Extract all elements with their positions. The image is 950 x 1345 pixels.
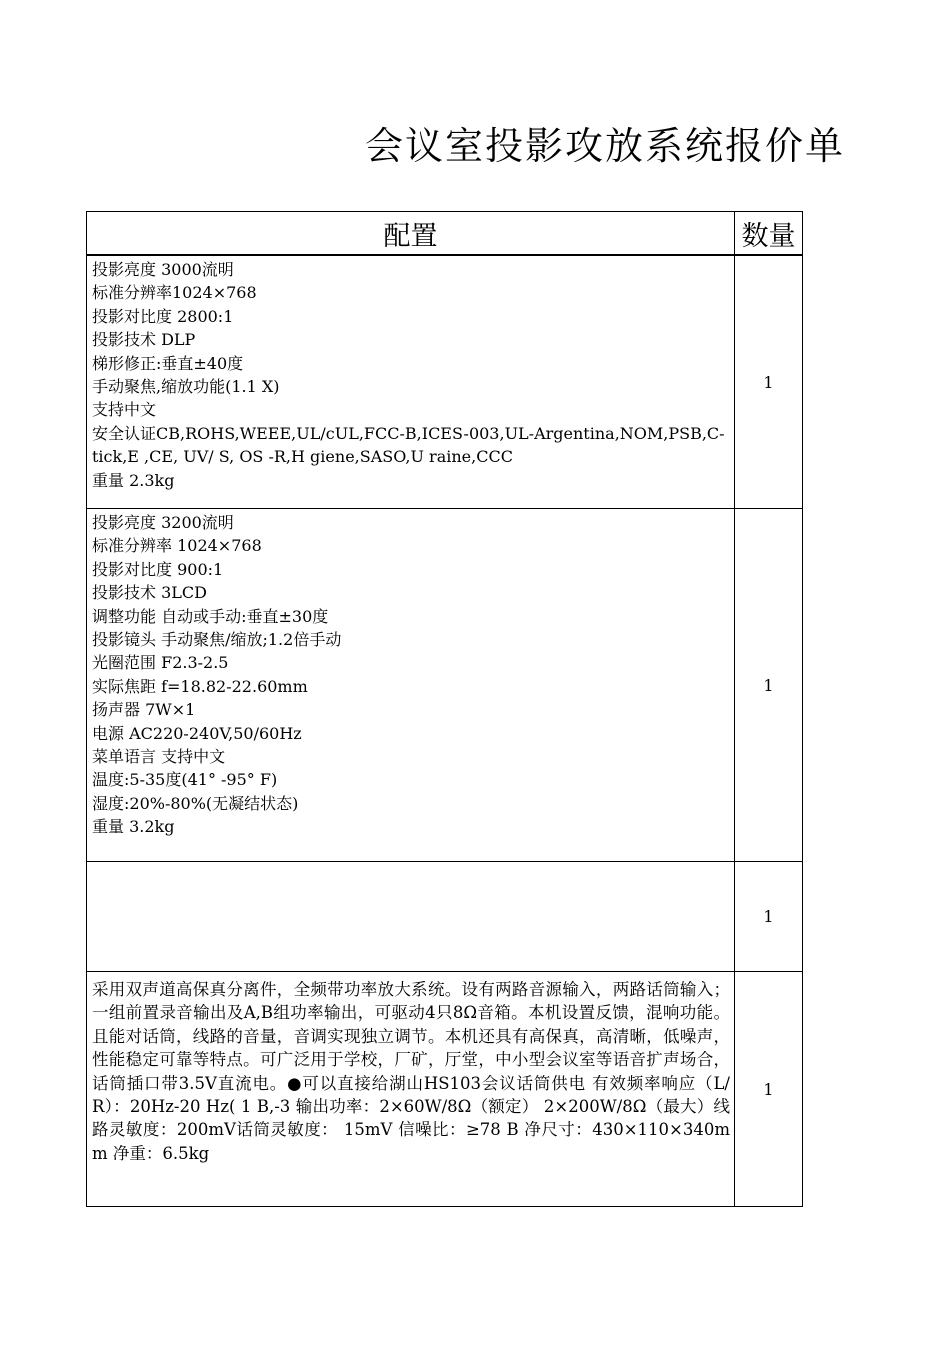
spec-line: 温度:5-35度(41° -95° F) (92, 770, 278, 790)
table-row (87, 862, 803, 972)
spec-line: tick,E ,CE, UV/ S, OS -R,H giene,SASO,U raine,CCC (92, 447, 513, 467)
spec-line: 投影技术 DLP (92, 330, 196, 350)
spec-line: 支持中文 (92, 400, 157, 420)
config-cell (87, 509, 735, 862)
table-row (87, 255, 803, 509)
spec-line: 电源 AC220-240V,50/60Hz (92, 723, 302, 743)
spec-line: 投影亮度 3200流明 (92, 513, 234, 532)
header-config: 配置 (87, 212, 735, 256)
quantity-cell: 1 (735, 255, 803, 509)
spec-line: 标准分辨率 1024×768 (92, 536, 262, 556)
spec-line: 投影亮度 3000流明 (92, 260, 234, 279)
config-cell-empty (87, 862, 735, 972)
quote-table (86, 211, 803, 1207)
header-quantity: 数量 (735, 212, 803, 256)
spec-line: 实际焦距 f=18.82-22.60mm (92, 676, 308, 696)
quantity-cell: 1 (735, 862, 803, 972)
spec-line: 湿度:20%-80%(无凝结状态) (92, 793, 299, 813)
table-row (87, 509, 803, 862)
amplifier-description: 采用双声道高保真分离件，全频带功率放大系统。设有两路音源输入，两路话筒输入；一组前置录音输出及A,B组功率输出，可驱动4只8Ω音箱。本机设置反馈，混响功能。且能对话筒，线路的音量，音调实现独立调节。本机还具有高保真，高清晰，低噪声，性能稳定可靠等特点。可广泛用于学校，厂矿，厅堂，中小型会议室等语音扩声场合，话筒插口带3.5V直流电。●可以直接给湖山HS103会议话筒供电 有效频率响应（L/R）：20Hz-20 Hz( 1 B,-3 输出功率：2×60W/8Ω（额定） 2×200W/8Ω（最大）线路灵敏度：200mV话筒灵敏度： 15mV 信噪比：≥78 B 净尺寸：430×110×340mm 净重：6.5kg (87, 972, 735, 1207)
spec-line: 标准分辨率1024×768 (92, 283, 257, 303)
spec-line: 投影镜头 手动聚焦/缩放;1.2倍手动 (92, 630, 342, 650)
quantity-cell: 1 (735, 972, 803, 1207)
spec-line: 菜单语言 支持中文 (92, 747, 226, 767)
table-header-row (87, 212, 803, 256)
page-title: 会议室投影攻放系统报价单 (365, 124, 846, 168)
spec-line: 光圈范围 F2.3-2.5 (92, 653, 229, 673)
table-row (87, 972, 803, 1207)
quantity-cell: 1 (735, 509, 803, 862)
spec-line: 扬声器 7W×1 (92, 700, 196, 720)
spec-line: 投影对比度 900:1 (92, 559, 224, 579)
spec-line: 调整功能 自动或手动:垂直±30度 (92, 606, 329, 626)
config-cell (87, 255, 735, 509)
spec-line: 安全认证CB,ROHS,WEEE,UL/cUL,FCC-B,ICES-003,UL-Argentina,NOM,PSB,C- (92, 423, 725, 443)
spec-line: 重量 2.3kg (92, 470, 175, 490)
spec-line: 梯形修正:垂直±40度 (92, 353, 244, 373)
spec-line: 手动聚焦,缩放功能(1.1 X) (92, 377, 280, 397)
spec-line: 投影技术 3LCD (92, 583, 207, 603)
spec-line: 投影对比度 2800:1 (92, 306, 234, 326)
spec-line: 重量 3.2kg (92, 817, 175, 837)
